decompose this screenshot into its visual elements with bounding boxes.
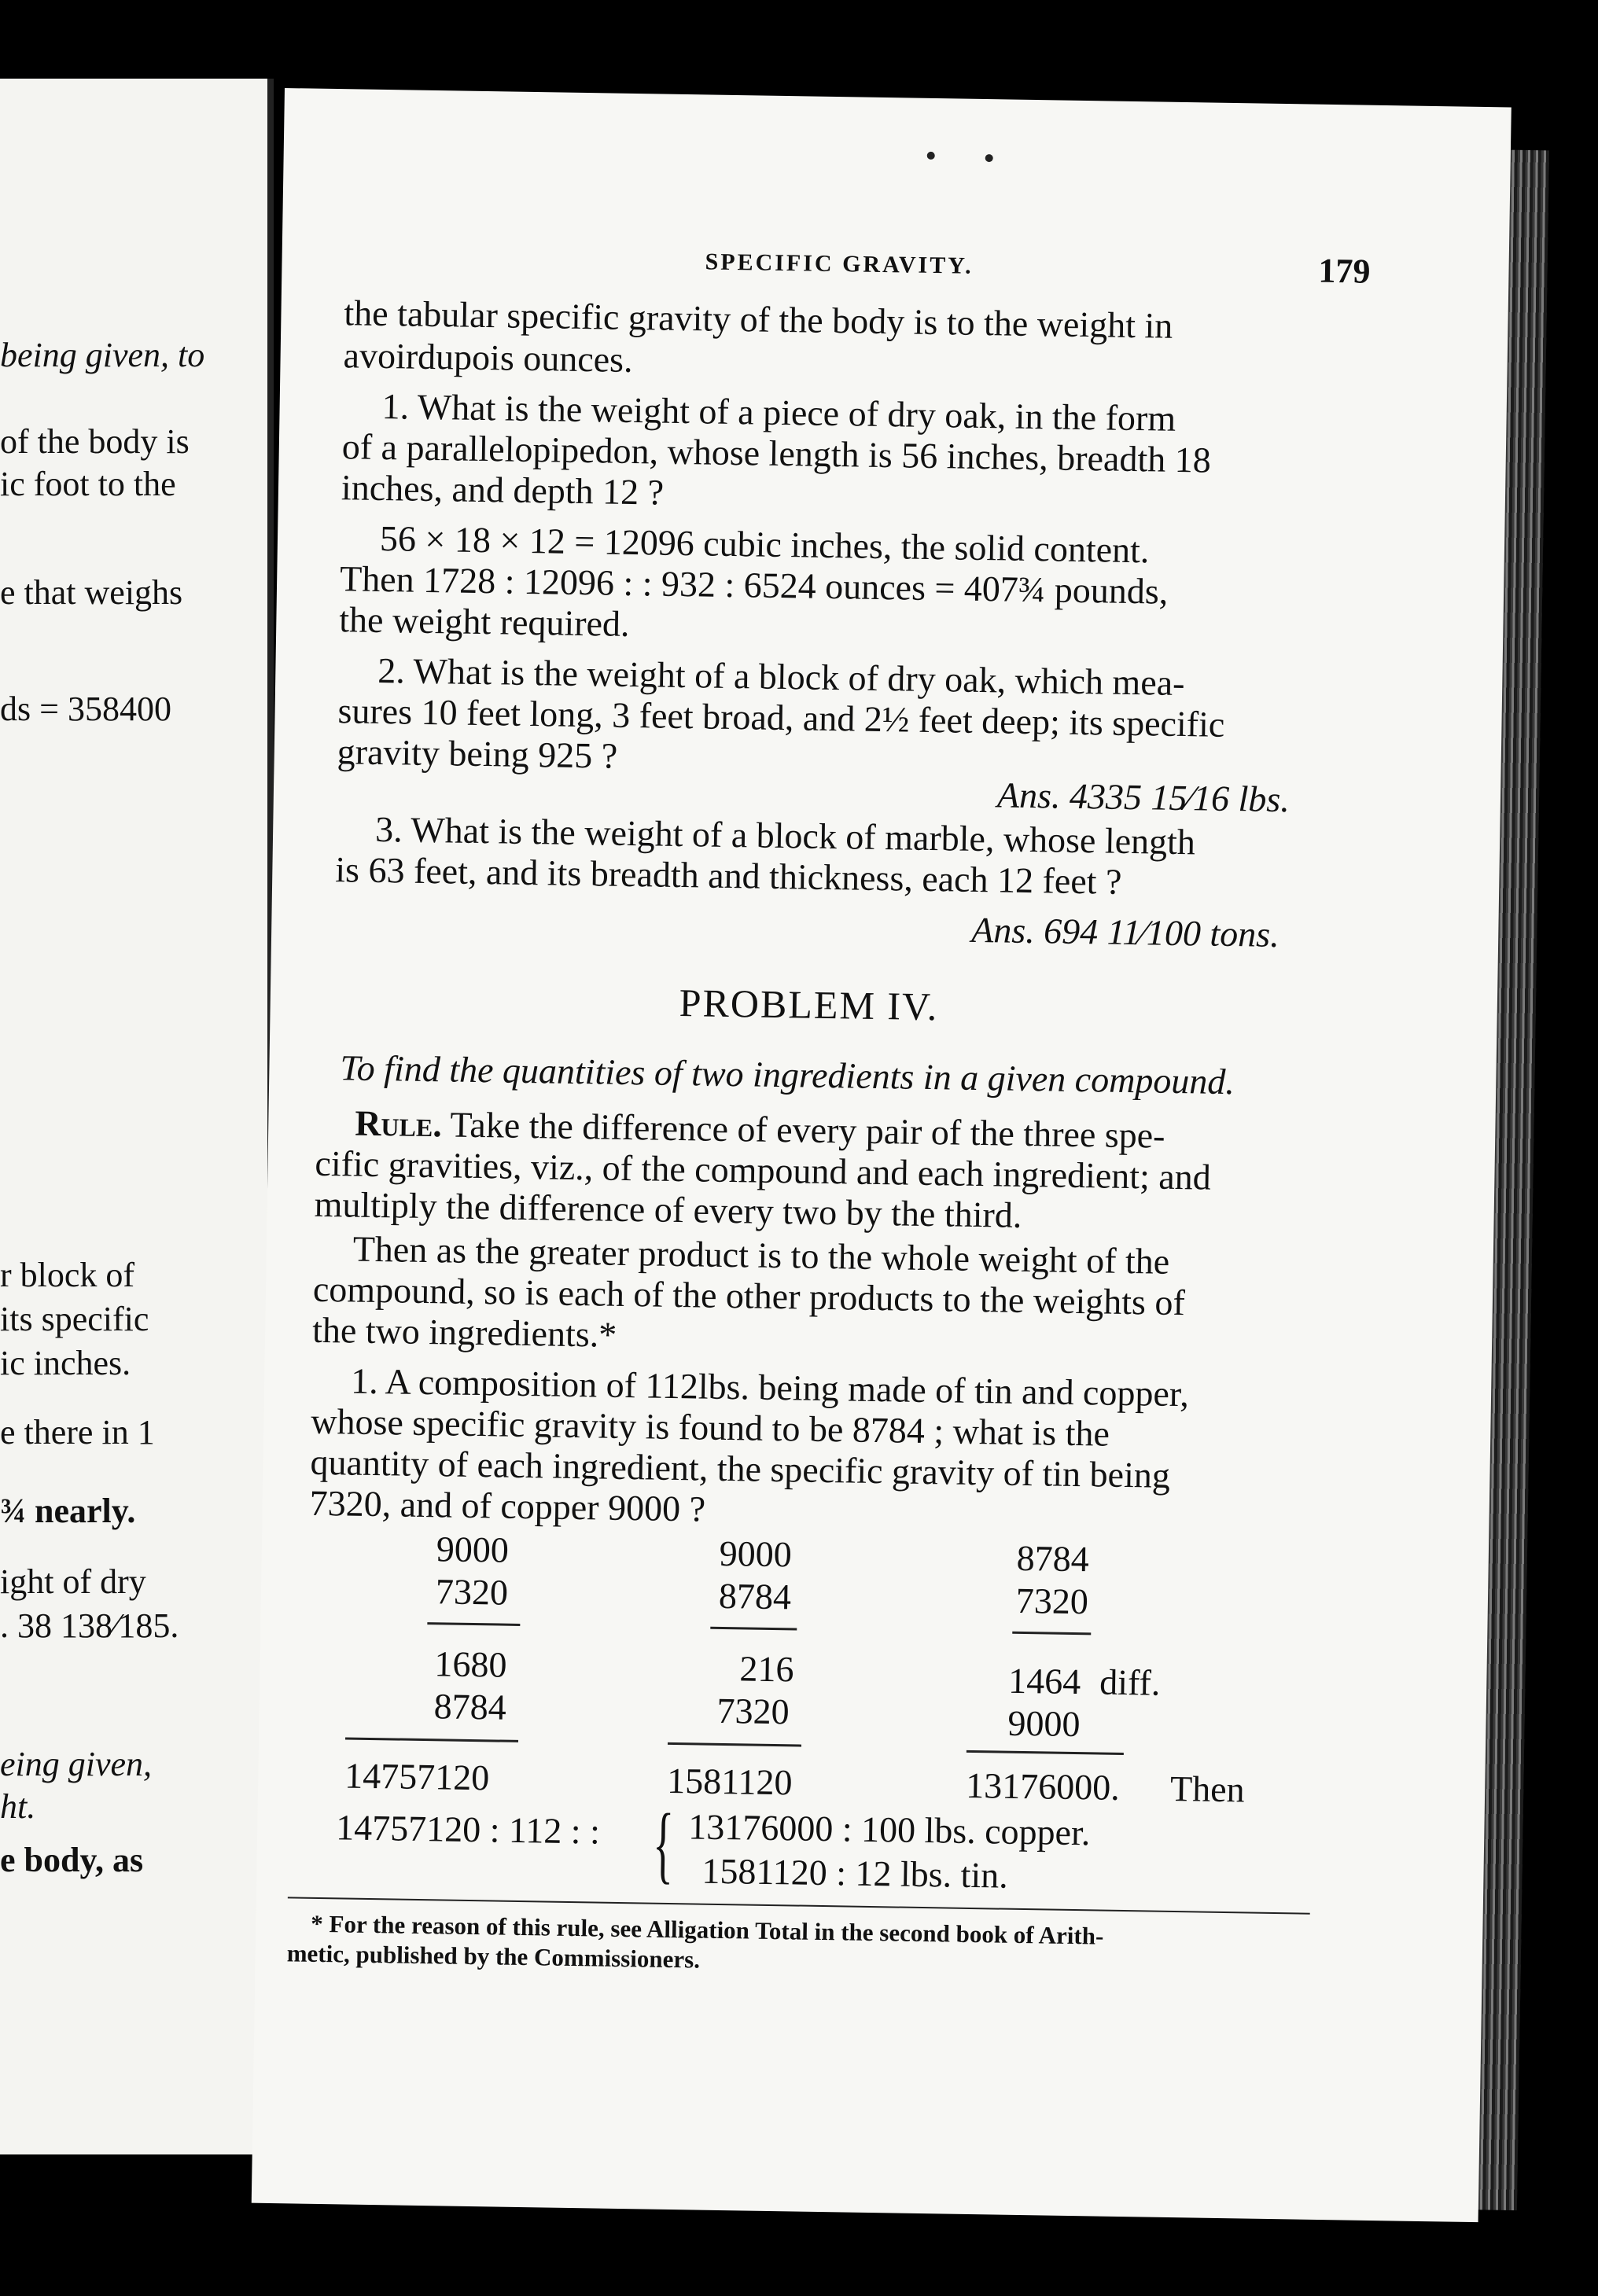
left-line: ic inches. xyxy=(0,1344,131,1382)
calc-number: 7320 xyxy=(1015,1580,1089,1622)
brace-icon: { xyxy=(652,1795,675,1893)
ink-speck xyxy=(927,152,935,160)
ink-speck xyxy=(985,154,993,162)
answer: Ans. 4335 15⁄16 lbs. xyxy=(996,775,1291,820)
calc-number: 9000 xyxy=(436,1529,510,1570)
calc-number: 1680 xyxy=(434,1643,507,1685)
left-line: . 38 138⁄185. xyxy=(0,1606,179,1645)
text-line: of a parallelopipedon, whose length is 56 inches, breadth 18 xyxy=(341,426,1212,480)
left-line: its specific xyxy=(0,1300,149,1338)
text-line: avoirdupois ounces. xyxy=(343,335,633,380)
calc-rule xyxy=(427,1622,520,1626)
calc-number: 9000 xyxy=(719,1533,793,1575)
text-line: compound, so is each of the other products to the weights of xyxy=(312,1268,1186,1323)
left-line: ight of dry xyxy=(0,1562,146,1601)
calc-number: 8784 xyxy=(1016,1537,1090,1580)
calc-number: 9000 xyxy=(1007,1702,1081,1745)
calc-number: 1464 xyxy=(1007,1660,1081,1702)
footnote-line: * For the reason of this rule, see Alligation Total in the second book of Arith- xyxy=(311,1909,1104,1950)
left-line: e there in 1 xyxy=(0,1413,155,1452)
problem-subtitle: To find the quantities of two ingredients in a given compound. xyxy=(340,1047,1235,1102)
left-line: ht. xyxy=(0,1787,36,1826)
page-number: 179 xyxy=(1318,251,1371,291)
text-line: 3. What is the weight of a block of marble, whose length xyxy=(374,808,1196,863)
text-line: quantity of each ingredient, the specific gravity of tin being xyxy=(310,1441,1171,1496)
text-line: 1. A composition of 112lbs. being made of tin and copper, xyxy=(350,1360,1190,1415)
calc-rule xyxy=(710,1627,797,1631)
then-label: Then xyxy=(1169,1768,1246,1810)
text-line: the two ingredients.* xyxy=(311,1309,617,1355)
footnote-line: metic, published by the Commissioners. xyxy=(286,1939,701,1974)
text-line: gravity being 925 ? xyxy=(337,731,618,776)
text-line: 2. What is the weight of a block of dry oak, which mea- xyxy=(377,649,1185,704)
rule-label: Rule. xyxy=(354,1102,443,1145)
diff-label: diff. xyxy=(1099,1661,1161,1703)
left-line: ds = 358400 xyxy=(0,690,171,728)
text-line: is 63 feet, and its breadth and thickness, each 12 feet ? xyxy=(335,849,1122,902)
left-line: r block of xyxy=(0,1256,135,1294)
rule-text: Take the difference of every pair of the three spe- xyxy=(441,1104,1165,1156)
text-line: the tabular specific gravity of the body is to the weight in xyxy=(344,293,1173,346)
left-line: ic foot to the xyxy=(0,465,176,503)
calc-number: 1581120 xyxy=(666,1760,793,1803)
text-line: the weight required. xyxy=(338,599,630,644)
left-line: e that weighs xyxy=(0,573,183,612)
left-line: ¾ nearly. xyxy=(0,1492,136,1530)
result-tin: 1581120 : 12 lbs. tin. xyxy=(701,1850,1009,1896)
problem-title: PROBLEM IV. xyxy=(679,981,939,1029)
text-line: cific gravities, viz., of the compound and each ingredient; and xyxy=(315,1142,1212,1198)
calc-rule xyxy=(345,1737,518,1742)
left-line: eing given, xyxy=(0,1745,153,1783)
main-page xyxy=(252,88,1511,2222)
left-line: being given, to xyxy=(0,336,205,374)
left-line: of the body is xyxy=(0,422,190,461)
calc-rule xyxy=(1012,1632,1091,1636)
calc-rule xyxy=(967,1750,1124,1755)
calc-rule xyxy=(668,1742,801,1747)
calc-number: 14757120 xyxy=(344,1755,490,1798)
text-line: Then as the greater product is to the whole weight of the xyxy=(352,1228,1170,1282)
text-line: 1. What is the weight of a piece of dry oak, in the form xyxy=(381,385,1176,439)
text-line: sures 10 feet long, 3 feet broad, and 2½ feet deep; its specific xyxy=(337,690,1225,745)
text-line: inches, and depth 12 ? xyxy=(341,467,665,513)
calc-number: 8784 xyxy=(433,1686,507,1728)
text-line: whose specific gravity is found to be 8784 ; what is the xyxy=(310,1400,1110,1454)
text-line: 7320, and of copper 9000 ? xyxy=(309,1482,706,1529)
calc-number: 216 xyxy=(739,1648,794,1690)
text-line: multiply the difference of every two by the third. xyxy=(314,1183,1022,1235)
result-copper: 13176000 : 100 lbs. copper. xyxy=(687,1806,1091,1853)
answer: Ans. 694 11⁄100 tons. xyxy=(970,909,1280,955)
calc-number: 13176000. xyxy=(965,1764,1121,1808)
text-line: Then 1728 : 12096 : : 932 : 6524 ounces = 407¾ pounds, xyxy=(339,558,1169,612)
calc-number: 7320 xyxy=(716,1690,790,1732)
proportion: 14757120 : 112 : : xyxy=(335,1807,601,1852)
left-page-fragment xyxy=(0,79,274,2154)
text-line: 56 × 18 × 12 = 12096 cubic inches, the solid content. xyxy=(379,517,1150,571)
calc-number: 8784 xyxy=(718,1575,792,1617)
running-title: SPECIFIC GRAVITY. xyxy=(705,248,974,279)
calc-number: 7320 xyxy=(435,1571,509,1613)
left-line: e body, as xyxy=(0,1841,144,1879)
